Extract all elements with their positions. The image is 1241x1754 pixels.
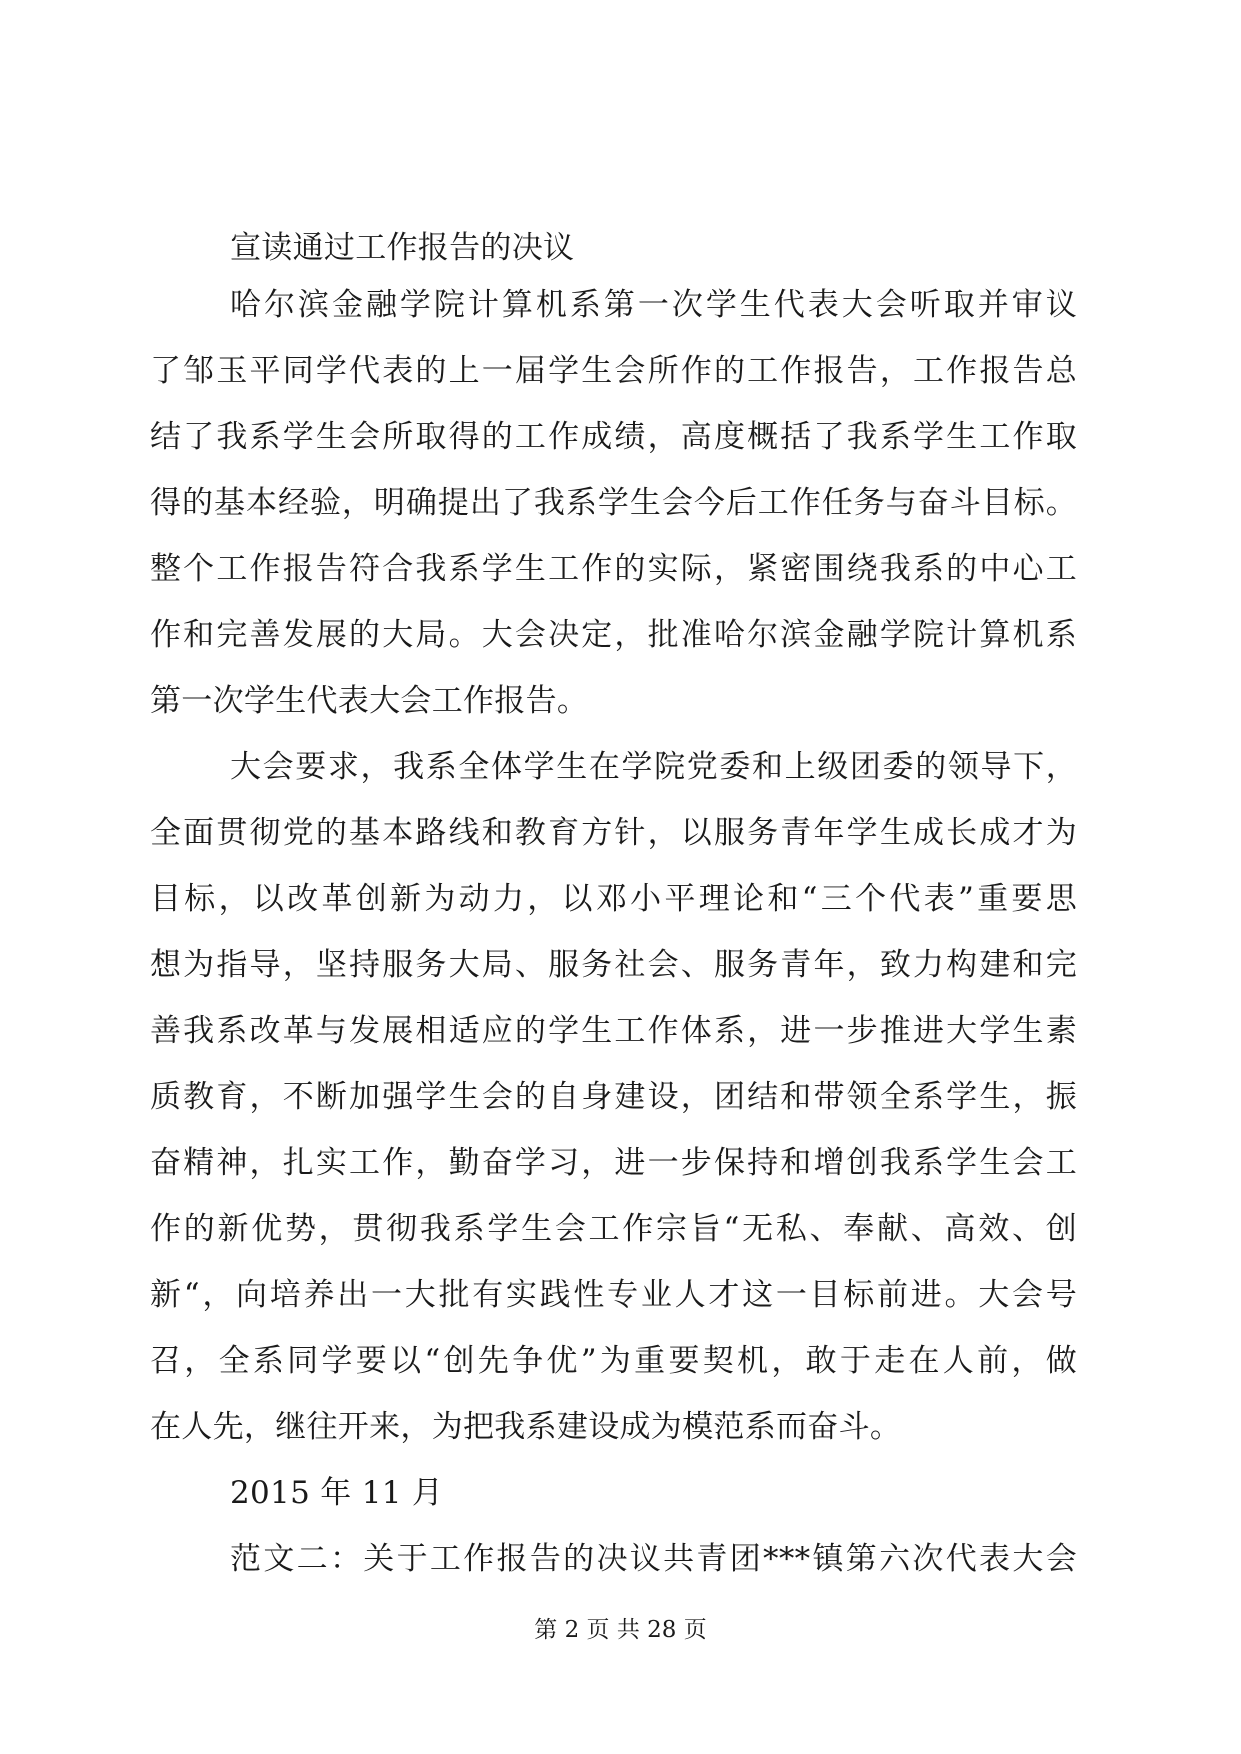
document-date: 2015 年 11 月 xyxy=(230,1475,444,1511)
paragraph-line: 大会要求，我系全体学生在学院党委和上级团委的领导下， xyxy=(230,749,1077,785)
paragraph-line: 作的新优势，贯彻我系学生会工作宗旨“无私、奉献、高效、创 xyxy=(150,1211,1077,1247)
paragraph-line: 目标，以改革创新为动力，以邓小平理论和“三个代表”重要思 xyxy=(150,881,1077,917)
paragraph-line: 召，全系同学要以“创先争优”为重要契机，敢于走在人前，做 xyxy=(150,1343,1077,1379)
paragraph-line: 质教育，不断加强学生会的自身建设，团结和带领全系学生，振 xyxy=(150,1079,1077,1115)
paragraph-line: 整个工作报告符合我系学生工作的实际，紧密围绕我系的中心工 xyxy=(150,551,1077,587)
paragraph-line: 了邹玉平同学代表的上一届学生会所作的工作报告，工作报告总 xyxy=(150,353,1077,389)
paragraph-line: 想为指导，坚持服务大局、服务社会、服务青年，致力构建和完 xyxy=(150,947,1077,983)
paragraph-line: 在人先，继往开来，为把我系建设成为模范系而奋斗。 xyxy=(150,1409,902,1445)
paragraph-line: 得的基本经验，明确提出了我系学生会今后工作任务与奋斗目标。 xyxy=(150,485,1077,521)
page-number-footer: 第 2 页 共 28 页 xyxy=(534,1617,707,1643)
paragraph-line: 哈尔滨金融学院计算机系第一次学生代表大会听取并审议 xyxy=(230,287,1077,323)
paragraph-line: 新“，向培养出一大批有实践性专业人才这一目标前进。大会号 xyxy=(150,1277,1077,1313)
document-title: 宣读通过工作报告的决议 xyxy=(230,230,575,266)
paragraph-line: 全面贯彻党的基本路线和教育方针，以服务青年学生成长成才为 xyxy=(150,815,1077,851)
paragraph-line: 第一次学生代表大会工作报告。 xyxy=(150,683,589,719)
paragraph-line: 范文二：关于工作报告的决议共青团***镇第六次代表大会 xyxy=(230,1541,1077,1577)
paragraph-line: 结了我系学生会所取得的工作成绩，高度概括了我系学生工作取 xyxy=(150,419,1077,455)
paragraph-line: 善我系改革与发展相适应的学生工作体系，进一步推进大学生素 xyxy=(150,1013,1077,1049)
paragraph-line: 奋精神，扎实工作，勤奋学习，进一步保持和增创我系学生会工 xyxy=(150,1145,1077,1181)
paragraph-line: 作和完善发展的大局。大会决定，批准哈尔滨金融学院计算机系 xyxy=(150,617,1077,653)
